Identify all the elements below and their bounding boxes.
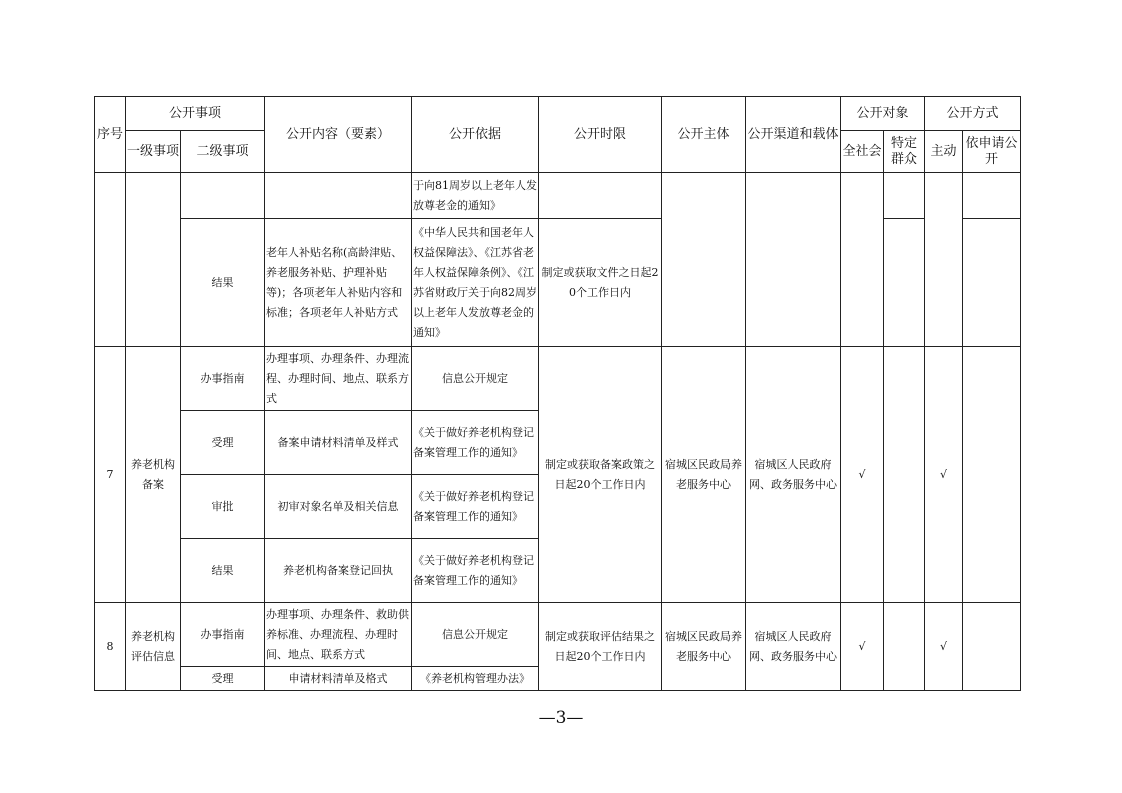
content-cell: 办理事项、办理条件、救助供养标准、办理流程、办理时间、地点、联系方式 <box>265 603 412 667</box>
basis-cell: 《关于做好养老机构登记备案管理工作的通知》 <box>412 539 539 603</box>
header-level1: 一级事项 <box>126 131 181 173</box>
check-mark: √ <box>841 347 884 603</box>
header-channel: 公开渠道和载体 <box>746 97 841 173</box>
level2-cell: 受理 <box>181 667 265 691</box>
level1-cell: 养老机构评估信息 <box>126 603 181 691</box>
seq-cell: 7 <box>95 347 126 603</box>
content-cell: 备案申请材料清单及样式 <box>265 411 412 475</box>
content-cell: 老年人补贴名称(高龄津贴、养老服务补贴、护理补贴等)；各项老年人补贴内容和标准；各项老年人补贴方式 <box>265 219 412 347</box>
basis-cell: 信息公开规定 <box>412 347 539 411</box>
header-row-1 <box>95 97 1021 131</box>
page-number: —3— <box>538 708 584 728</box>
header-active: 主动 <box>925 131 963 173</box>
time-limit-cell: 制定或获取评估结果之日起20个工作日内 <box>539 603 662 691</box>
header-all-society: 全社会 <box>841 131 884 173</box>
level2-cell: 办事指南 <box>181 347 265 411</box>
header-seq: 序号 <box>95 97 126 173</box>
content-cell: 初审对象名单及相关信息 <box>265 475 412 539</box>
seq-cell: 8 <box>95 603 126 691</box>
basis-cell: 信息公开规定 <box>412 603 539 667</box>
channel-cell: 宿城区人民政府网、政务服务中心 <box>746 603 841 691</box>
content-cell: 养老机构备案登记回执 <box>265 539 412 603</box>
level2-cell: 受理 <box>181 411 265 475</box>
header-mode: 公开方式 <box>925 97 1021 131</box>
content-cell: 申请材料清单及格式 <box>265 667 412 691</box>
check-mark: √ <box>841 603 884 691</box>
content-cell: 办理事项、办理条件、办理流程、办理时间、地点、联系方式 <box>265 347 412 411</box>
table-row <box>95 173 1021 219</box>
channel-cell: 宿城区人民政府网、政务服务中心 <box>746 347 841 603</box>
level2-cell: 办事指南 <box>181 603 265 667</box>
header-specific: 特定群众 <box>884 131 925 173</box>
header-subject: 公开主体 <box>662 97 746 173</box>
basis-cell: 《养老机构管理办法》 <box>412 667 539 691</box>
time-limit-cell: 制定或获取文件之日起20个工作日内 <box>539 219 662 347</box>
header-content: 公开内容（要素） <box>265 97 412 173</box>
public-info-table <box>94 96 1021 691</box>
check-mark: √ <box>925 603 963 691</box>
basis-cell: 《关于做好养老机构登记备案管理工作的通知》 <box>412 411 539 475</box>
level1-cell: 养老机构备案 <box>126 347 181 603</box>
header-time-limit: 公开时限 <box>539 97 662 173</box>
level2-cell: 审批 <box>181 475 265 539</box>
header-level2: 二级事项 <box>181 131 265 173</box>
level2-cell: 结果 <box>181 539 265 603</box>
basis-cell: 于向81周岁以上老年人发放尊老金的通知》 <box>412 173 539 219</box>
check-mark: √ <box>925 347 963 603</box>
header-audience: 公开对象 <box>841 97 925 131</box>
table-row <box>95 347 1021 411</box>
header-public-item: 公开事项 <box>126 97 265 131</box>
header-request: 依申请公开 <box>963 131 1021 173</box>
basis-cell: 《关于做好养老机构登记备案管理工作的通知》 <box>412 475 539 539</box>
header-basis: 公开依据 <box>412 97 539 173</box>
table-row <box>95 603 1021 667</box>
subject-cell: 宿城区民政局养老服务中心 <box>662 603 746 691</box>
time-limit-cell: 制定或获取备案政策之日起20个工作日内 <box>539 347 662 603</box>
basis-cell: 《中华人民共和国老年人权益保障法》、《江苏省老年人权益保障条例》、《江苏省财政厅关于向82周岁以上老年人发放尊老金的通知》 <box>412 219 539 347</box>
subject-cell: 宿城区民政局养老服务中心 <box>662 347 746 603</box>
level2-cell: 结果 <box>181 219 265 347</box>
